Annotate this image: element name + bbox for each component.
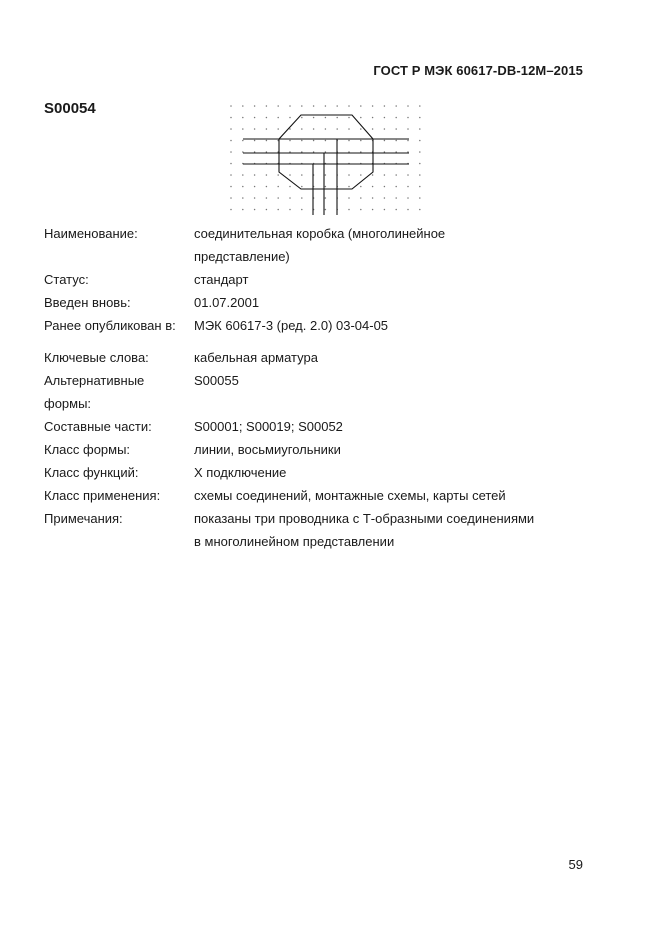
grid-dot [348, 197, 350, 199]
grid-dot [254, 117, 256, 119]
field-value: X подключение [194, 465, 287, 480]
grid-dot [384, 140, 386, 142]
grid-dot [325, 174, 327, 176]
field-label: Класс формы: [44, 442, 131, 457]
grid-dot [419, 174, 421, 176]
grid-dot [313, 105, 315, 107]
grid-dot [301, 140, 303, 142]
grid-dot [419, 197, 421, 199]
field-value: S00055 [194, 373, 239, 388]
field-value [194, 507, 584, 553]
grid-dot [419, 186, 421, 188]
grid-dot [395, 128, 397, 130]
grid-dot [419, 209, 421, 211]
grid-dot [277, 117, 279, 119]
grid-dot [395, 174, 397, 176]
grid-dot [254, 128, 256, 130]
grid-dot [419, 140, 421, 142]
grid-dot [348, 128, 350, 130]
grid-dot [325, 209, 327, 211]
grid-dot [289, 209, 291, 211]
grid-dot [266, 174, 268, 176]
grid-dot [384, 117, 386, 119]
grid-dot [266, 140, 268, 142]
field-value: S00001; S00019; S00052 [194, 419, 343, 434]
field-value: 01.07.2001 [194, 295, 260, 310]
grid-dot [266, 209, 268, 211]
grid-dot [372, 197, 374, 199]
value-line: соединительная коробка (многолинейное [194, 226, 446, 241]
grid-dot [348, 209, 350, 211]
label-line: Альтернативные [44, 373, 145, 388]
grid-dot [301, 186, 303, 188]
grid-dot [242, 128, 244, 130]
grid-dot [384, 128, 386, 130]
grid-dot [395, 105, 397, 107]
grid-dot [254, 140, 256, 142]
grid-dot [266, 197, 268, 199]
field-previously-published [44, 314, 584, 337]
grid-dot [372, 186, 374, 188]
grid-dot [266, 128, 268, 130]
grid-dot [325, 197, 327, 199]
field-label: Ранее опубликован в: [44, 318, 176, 333]
grid-dot [289, 117, 291, 119]
grid-dot [384, 209, 386, 211]
grid-dot [336, 117, 338, 119]
grid-dot [230, 186, 232, 188]
grid-dot [325, 117, 327, 119]
grid-dot [372, 117, 374, 119]
grid-dot [254, 186, 256, 188]
grid-dot [407, 209, 409, 211]
grid-dot [348, 117, 350, 119]
octagon-junction-box-multiline-symbol-icon [224, 102, 428, 218]
grid-dot [384, 197, 386, 199]
field-label: Ключевые слова: [44, 350, 149, 365]
grid-dot [301, 197, 303, 199]
grid-dot [230, 105, 232, 107]
grid-dot [277, 174, 279, 176]
grid-dot [360, 186, 362, 188]
grid-dot [395, 197, 397, 199]
field-keywords [44, 346, 584, 369]
grid-dot [301, 174, 303, 176]
document-header: ГОСТ Р МЭК 60617-DB-12M–2015 [373, 63, 583, 78]
grid-dot [407, 186, 409, 188]
grid-dot [230, 140, 232, 142]
grid-dot [242, 105, 244, 107]
grid-dot [301, 105, 303, 107]
grid-dot [360, 105, 362, 107]
grid-dot [266, 186, 268, 188]
grid-dot [419, 151, 421, 153]
grid-dot [242, 117, 244, 119]
value-line: показаны три проводника с Т-образными соединениями [194, 511, 535, 526]
grid-dot [313, 128, 315, 130]
grid-dot [348, 140, 350, 142]
grid-dot [336, 128, 338, 130]
field-value: кабельная арматура [194, 350, 318, 365]
grid-dot [407, 128, 409, 130]
grid-dot [407, 117, 409, 119]
grid-dot [254, 209, 256, 211]
grid-dot [242, 186, 244, 188]
grid-dot [242, 174, 244, 176]
grid-dot [419, 105, 421, 107]
grid-dot [384, 174, 386, 176]
grid-dot [230, 151, 232, 153]
grid-dot [254, 105, 256, 107]
grid-dot [289, 128, 291, 130]
grid-dot [313, 117, 315, 119]
grid-dot [360, 197, 362, 199]
grid-dot [325, 140, 327, 142]
grid-dot [372, 128, 374, 130]
field-application-class [44, 484, 584, 507]
grid-dot [325, 105, 327, 107]
field-value: стандарт [194, 272, 249, 287]
field-value: МЭК 60617-3 (ред. 2.0) 03-04-05 [194, 318, 389, 333]
grid-dot [242, 140, 244, 142]
field-name [44, 222, 584, 268]
grid-dot [325, 186, 327, 188]
grid-dot [419, 128, 421, 130]
grid-dot [372, 209, 374, 211]
grid-dot [254, 197, 256, 199]
field-label: Введен вновь: [44, 295, 131, 310]
grid-dot [277, 105, 279, 107]
grid-dot [289, 140, 291, 142]
grid-dot [372, 105, 374, 107]
grid-dot [395, 140, 397, 142]
grid-dot [230, 163, 232, 165]
grid-dot [336, 105, 338, 107]
grid-dot [266, 105, 268, 107]
field-value: линии, восьмиугольники [194, 442, 341, 457]
grid-dot [325, 128, 327, 130]
value-line: в многолинейном представлении [194, 534, 395, 549]
field-label: Составные части: [44, 419, 152, 434]
page-number: 59 [568, 857, 583, 872]
field-label: Класс функций: [44, 465, 139, 480]
grid-dot [407, 105, 409, 107]
field-label: Примечания: [44, 511, 123, 526]
grid-dot [372, 174, 374, 176]
grid-dot [242, 197, 244, 199]
grid-dot [289, 186, 291, 188]
grid-dot [230, 174, 232, 176]
grid-dot [360, 117, 362, 119]
grid-dot [301, 128, 303, 130]
grid-dot [277, 197, 279, 199]
grid-dot [384, 105, 386, 107]
grid-dot [230, 117, 232, 119]
properties-table [44, 222, 584, 553]
grid-dot [407, 174, 409, 176]
field-shape-class [44, 438, 584, 461]
field-alternative-forms [44, 369, 584, 415]
grid-dot [407, 140, 409, 142]
grid-dot [289, 105, 291, 107]
field-value: схемы соединений, монтажные схемы, карты сетей [194, 488, 506, 503]
grid-dot [230, 209, 232, 211]
grid-dot [395, 186, 397, 188]
field-function-class [44, 461, 584, 484]
field-status [44, 268, 584, 291]
grid-dot [407, 197, 409, 199]
grid-dot [419, 117, 421, 119]
grid-dot [395, 117, 397, 119]
grid-dot [277, 186, 279, 188]
grid-dot [348, 186, 350, 188]
grid-dot [289, 197, 291, 199]
grid-dot [360, 140, 362, 142]
grid-dot [254, 174, 256, 176]
label-line: формы: [44, 396, 92, 411]
grid-dot [348, 105, 350, 107]
grid-dot [395, 209, 397, 211]
grid-dot [277, 128, 279, 130]
field-components [44, 415, 584, 438]
grid-dot [348, 174, 350, 176]
grid-dot [277, 209, 279, 211]
value-line: представление) [194, 249, 290, 264]
grid-dot [313, 140, 315, 142]
field-label [44, 369, 194, 415]
field-notes [44, 507, 584, 553]
grid-dot [360, 209, 362, 211]
field-label: Статус: [44, 272, 89, 287]
grid-dot [230, 197, 232, 199]
field-introduced [44, 291, 584, 314]
grid-dot [360, 174, 362, 176]
grid-dot [242, 209, 244, 211]
grid-dot [419, 163, 421, 165]
grid-dot [289, 174, 291, 176]
field-label: Класс применения: [44, 488, 161, 503]
field-label: Наименование: [44, 226, 138, 241]
grid-dot [266, 117, 268, 119]
grid-dot [384, 186, 386, 188]
grid-dot [301, 117, 303, 119]
grid-dot [230, 128, 232, 130]
grid-dot [360, 128, 362, 130]
grid-dot [301, 209, 303, 211]
field-value [194, 222, 584, 268]
symbol-id: S00054 [44, 100, 96, 117]
